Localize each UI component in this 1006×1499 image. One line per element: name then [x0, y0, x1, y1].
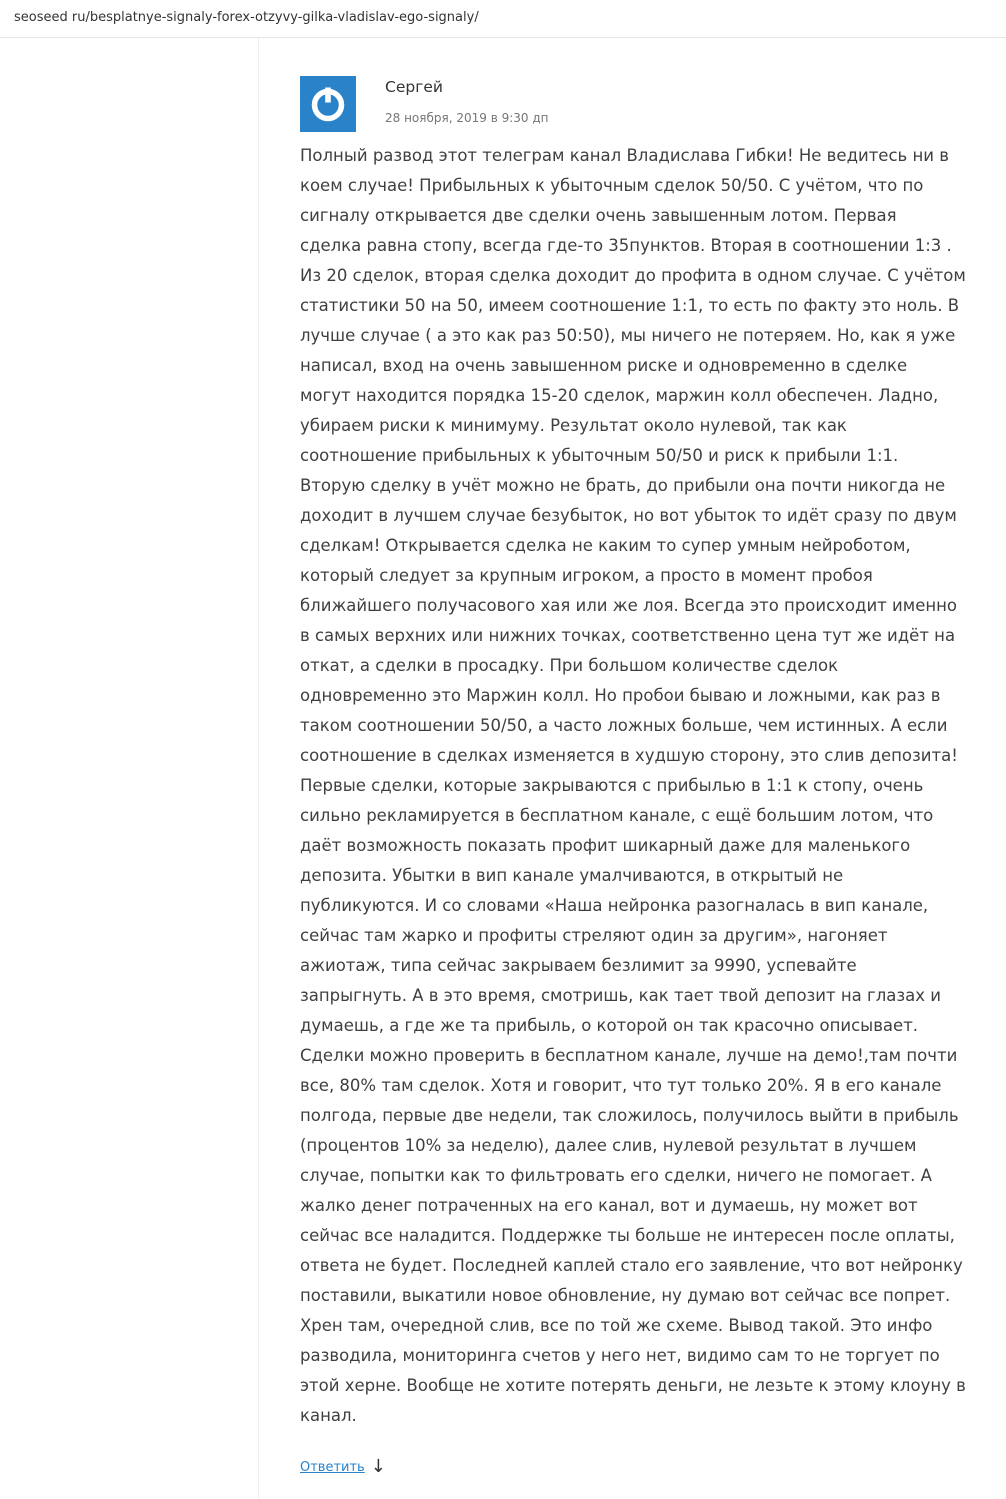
comment-line: Полный развод этот телеграм канал Владислава Гибки! Не ведитесь ни в [300, 146, 949, 165]
comment-line: Сделки можно проверить в бесплатном канале, лучше на демо!,там почти [300, 1046, 958, 1065]
comment-line: депозита. Убытки в вип канале умалчиваются, в открытый не [300, 866, 844, 885]
comment-line: написал, вход на очень завышенном риске и одновременно в сделке [300, 356, 908, 375]
comment-line: сейчас там жарко и профиты стреляют один за другим», нагоняет [300, 926, 888, 945]
comment-line: поставили, выкатили новое обновление, ну думаю вот сейчас все попрет. [300, 1286, 951, 1305]
gravatar-default-icon [308, 84, 348, 124]
comment-line: статистики 50 на 50, имеем соотношение 1:1, то есть по факту это ноль. В [300, 296, 960, 315]
comment-line: думаешь, а где же та прибыль, о которой он так красочно описывает. [300, 1016, 919, 1035]
comment-line: ближайшего получасового хая или же лоя. Всегда это происходит именно [300, 596, 958, 615]
comment-line: Вторую сделку в учёт можно не брать, до прибыли она почти никогда не [300, 476, 946, 495]
comment-line: откат, а сделки в просадку. При большом количестве сделок [300, 656, 839, 675]
comment-line: (процентов 10% за неделю), далее слив, нулевой результат в лучшем [300, 1136, 917, 1155]
comment-line: Первые сделки, которые закрываются с прибылью в 1:1 к стопу, очень [300, 776, 924, 795]
comment-line: все, 80% там сделок. Хотя и говорит, что тут только 20%. Я в его канале [300, 1076, 942, 1095]
comment-line: канал. [300, 1406, 357, 1425]
avatar [300, 76, 356, 132]
comment-line: сигналу открывается две сделки очень завышенным лотом. Первая [300, 206, 897, 225]
comment-line: публикуются. И со словами «Наша нейронка разогналась в вип канале, [300, 896, 929, 915]
comment-line: случае, попытки как то фильтровать его сделки, ничего не помогает. А [300, 1166, 932, 1185]
comment-line: убираем риски к минимуму. Результат около нулевой, так как [300, 416, 847, 435]
comment-line: лучше случае ( а это как раз 50:50), мы ничего не потеряем. Но, как я уже [300, 326, 956, 345]
comment-line: Хрен там, очередной слив, все по той же схеме. Вывод такой. Это инфо [300, 1316, 933, 1335]
comment-line: доходит в лучшем случае безубыток, но вот убыток то идёт сразу по двум [300, 506, 957, 525]
comment-line: соотношение прибыльных к убыточным 50/50 и риск к прибыли 1:1. [300, 446, 899, 465]
comment-line: даёт возможность показать профит шикарный даже для маленького [300, 836, 911, 855]
comment-line: ответа не будет. Последней каплей стало его заявление, что вот нейронку [300, 1256, 963, 1275]
comment-line: сделка равна стопу, всегда где-то 35пунктов. Вторая в соотношении 1:3 . [300, 236, 952, 255]
comment-line: сейчас все наладится. Поддержке ты больше не интересен после оплаты, [300, 1226, 955, 1245]
url-bar[interactable] [0, 0, 1006, 38]
arrow-down-icon: ↓ [370, 1456, 386, 1477]
comment-line: в самых верхних или нижних точках, соответственно цена тут же идёт на [300, 626, 956, 645]
reply-link[interactable]: Ответить [300, 1459, 365, 1475]
reply-container [300, 1458, 386, 1476]
comment-line: таком соотношении 50/50, а часто ложных больше, чем истинных. А если [300, 716, 948, 735]
comment-line: этой херне. Вообще не хотите потерять деньги, не лезьте к этому клоуну в [300, 1376, 966, 1395]
sidebar-divider [258, 38, 259, 1499]
url-text[interactable]: seoseed ru/besplatnye-signaly-forex-otzyvy-gilka-vladislav-ego-signaly/ [14, 10, 479, 25]
comment-line: соотношение в сделках изменяется в худшую сторону, это слив депозита! [300, 746, 958, 765]
comment-author[interactable]: Сергей [385, 78, 443, 96]
comment-line: могут находится порядка 15-20 сделок, маржин колл обеспечен. Ладно, [300, 386, 939, 405]
comment-line: полгода, первые две недели, так сложилось, получилось выйти в прибыль [300, 1106, 959, 1125]
comment-line: сильно рекламируется в бесплатном канале, с ещё большим лотом, что [300, 806, 934, 825]
comment-line: который следует за крупным игроком, а просто в момент пробоя [300, 566, 873, 585]
comment-line: жалко денег потраченных на его канал, вот и думаешь, ну может вот [300, 1196, 918, 1215]
comment-text [300, 141, 966, 1431]
comment-line: Из 20 сделок, вторая сделка доходит до профита в одном случае. С учётом [300, 266, 966, 285]
comment-line: запрыгнуть. А в это время, смотришь, как тает твой депозит на глазах и [300, 986, 941, 1005]
comment-line: коем случае! Прибыльных к убыточным сделок 50/50. С учётом, что по [300, 176, 924, 195]
comment-line: разводила, мониторинга счетов у него нет, видимо сам то не торгует по [300, 1346, 940, 1365]
comment-line: сделкам! Открывается сделка не каким то супер умным нейроботом, [300, 536, 911, 555]
comment-date[interactable]: 28 ноября, 2019 в 9:30 дп [385, 111, 549, 125]
comment-line: одновременно это Маржин колл. Но пробои бываю и ложными, как раз в [300, 686, 941, 705]
comment-line: ажиотаж, типа сейчас закрываем безлимит за 9990, успевайте [300, 956, 857, 975]
